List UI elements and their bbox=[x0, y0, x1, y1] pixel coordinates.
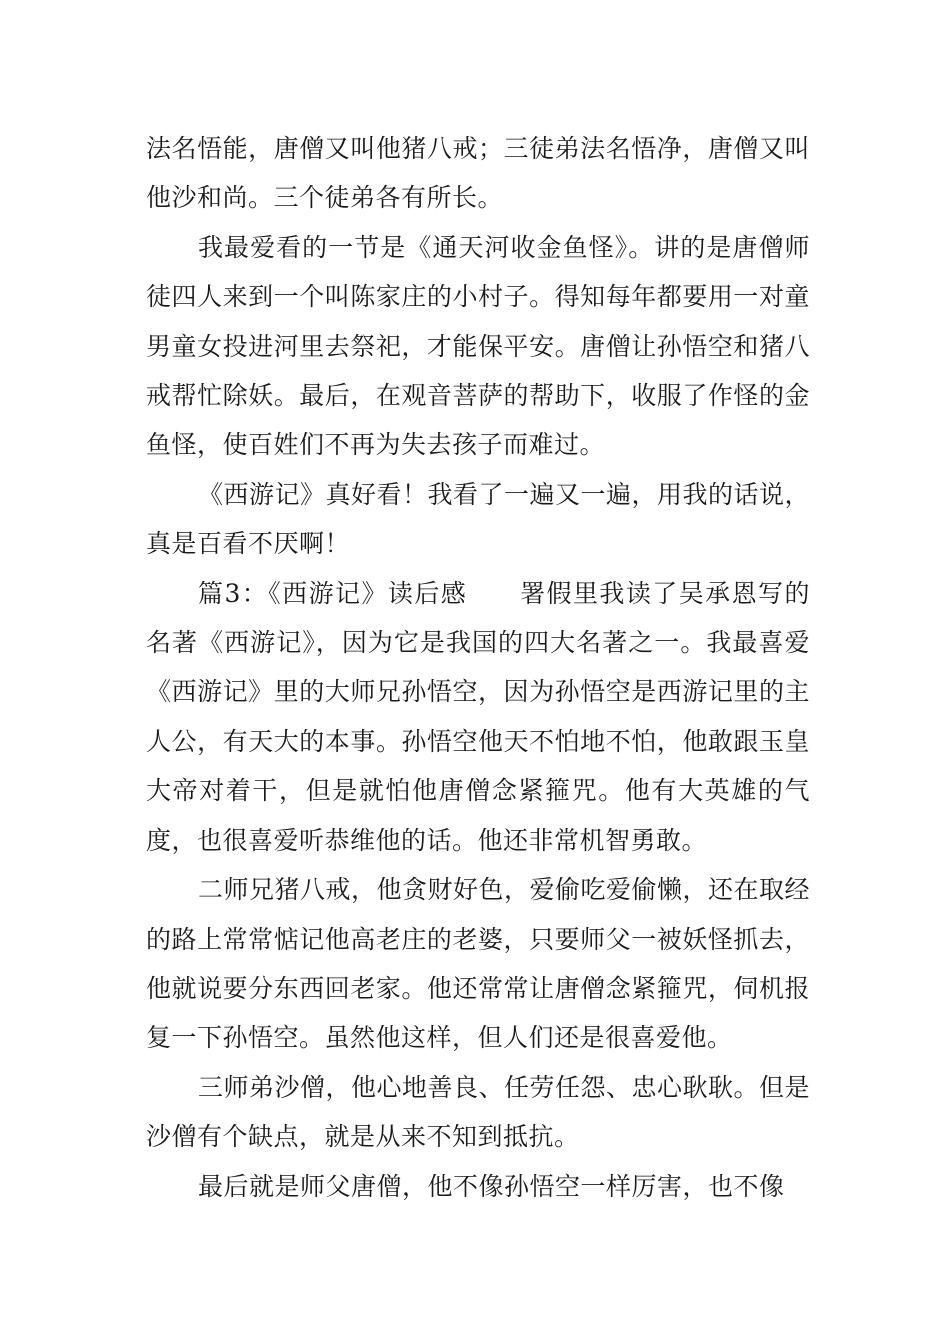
paragraph: 三师弟沙僧，他心地善良、任劳任怨、忠心耿耿。但是沙僧有个缺点，就是从来不知到抵抗。 bbox=[146, 1072, 811, 1152]
paragraph: 《西游记》真好看！我看了一遍又一遍，用我的话说，真是百看不厌啊！ bbox=[146, 479, 811, 559]
paragraph: 二师兄猪八戒，他贪财好色，爱偷吃爱偷懒，还在取经的路上常常惦记他高老庄的老婆，只要师父一被妖怪抓去，他就说要分东西回老家。他还常常让唐僧念紧箍咒，伺机报复一下孙悟空。虽然他这样，但人们还是很喜爱他。 bbox=[146, 875, 811, 1053]
paragraph: 最后就是师父唐僧，他不像孙悟空一样厉害，也不像 bbox=[198, 1171, 785, 1201]
document-body bbox=[146, 124, 810, 1211]
paragraph: 篇3：《西游记》读后感 署假里我读了吴承恩写的名著《西游记》，因为它是我国的四大名著之一。我最喜爱《西游记》里的大师兄孙悟空，因为孙悟空是西游记里的主人公，有天大的本事。孙悟空他天不怕地不怕，他敢跟玉皇大帝对着干，但是就怕他唐僧念紧箍咒。他有大英雄的气度，也很喜爱听恭维他的话。他还非常机智勇敢。 bbox=[146, 578, 810, 855]
paragraph: 法名悟能，唐僧又叫他猪八戒；三徒弟法名悟净，唐僧又叫他沙和尚。三个徒弟各有所长。 bbox=[146, 134, 810, 213]
paragraph: 我最爱看的一节是《通天河收金鱼怪》。讲的是唐僧师徒四人来到一个叫陈家庄的小村子。得知每年都要用一对童男童女投进河里去祭祀，才能保平安。唐僧让孙悟空和猪八戒帮忙除妖。最后，在观音菩萨的帮助下，收服了作怪的金鱼怪，使百姓们不再为失去孩子而难过。 bbox=[146, 232, 810, 460]
